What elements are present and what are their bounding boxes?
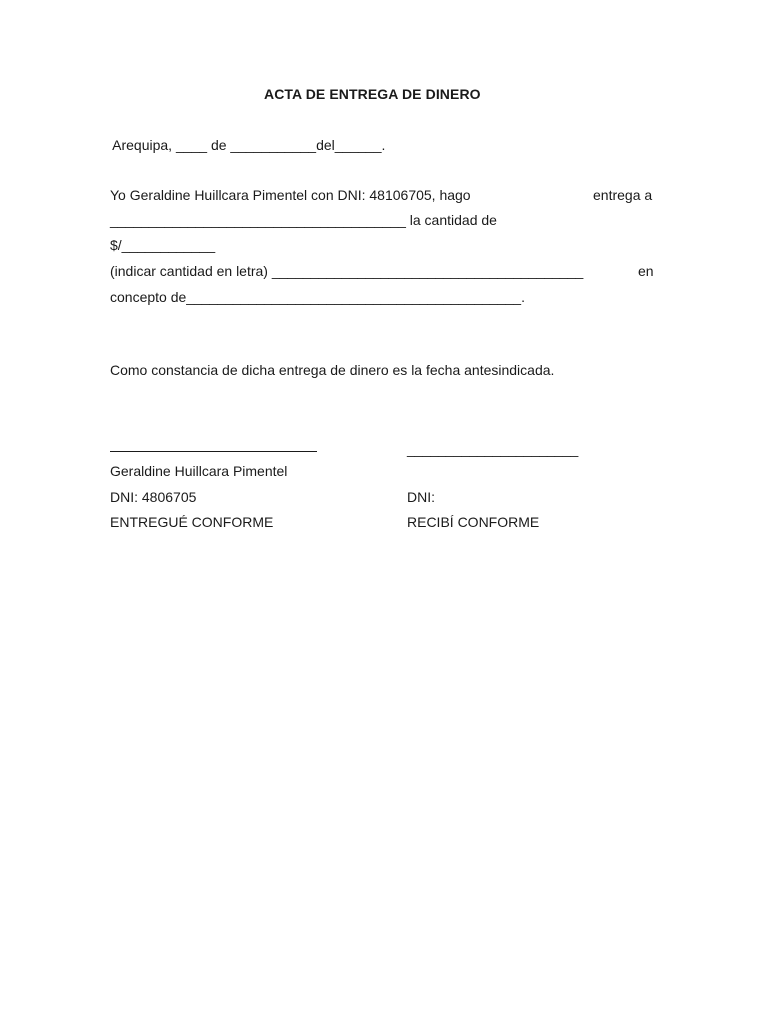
right-signatory-dni: DNI: (407, 489, 435, 505)
paragraph-line-4-right: en (638, 263, 654, 279)
paragraph-line-5: concepto de___________________________________________. (110, 289, 525, 305)
left-signatory-dni: DNI: 4806705 (110, 489, 197, 505)
paragraph-line-4-left: (indicar cantidad en letra) ________________________________________ (110, 263, 584, 279)
closing-statement: Como constancia de dicha entrega de dinero es la fecha antesindicada. (110, 362, 555, 378)
paragraph-line-3: $/____________ (110, 237, 216, 253)
left-signature-line (110, 451, 317, 452)
right-signature-line: ______________________ (407, 441, 579, 457)
place-date-line: Arequipa, ____ de ___________del______. (109, 137, 386, 153)
left-signatory-name: Geraldine Huillcara Pimentel (110, 463, 288, 479)
paragraph-line-2: ______________________________________ la cantidad de (110, 212, 497, 228)
right-signature-caption: RECIBÍ CONFORME (407, 514, 540, 530)
paragraph-line-1-right: entrega a (593, 187, 653, 203)
paragraph-line-1-left: Yo Geraldine Huillcara Pimentel con DNI: 48106705, hago (110, 187, 471, 203)
document-title: ACTA DE ENTREGA DE DINERO (264, 86, 481, 102)
left-signature-caption: ENTREGUÉ CONFORME (110, 514, 274, 530)
